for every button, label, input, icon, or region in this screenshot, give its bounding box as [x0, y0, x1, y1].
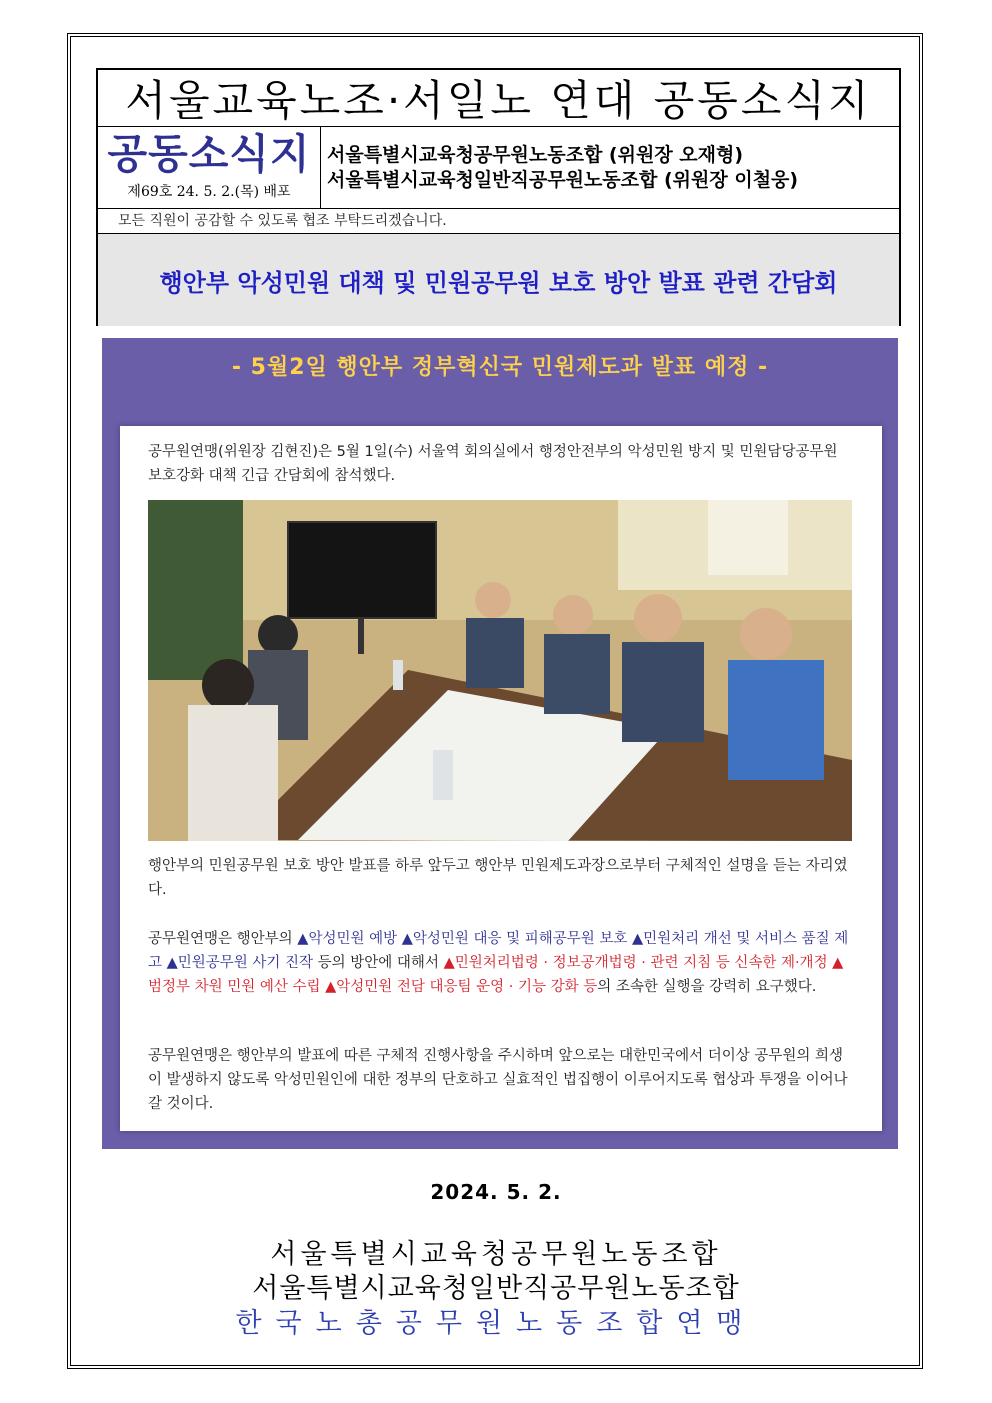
closing-paragraph: 공무원연맹은 행안부의 발표에 따른 구체적 진행사항을 주시하며 앞으로는 대한민국에서 더이상 공무원의 희생이 발생하지 않도록 악성민원인에 대한 정부의 단호하고 실효적인 법집행이 이루어지도록 협상과 투쟁을 이어나갈 것이다. [148, 1048, 848, 1112]
newsletter-title: 서울교육노조·서일노 연대 공동소식지 [98, 70, 899, 127]
issue-info: 제69호 24. 5. 2.(목) 배포 [127, 184, 291, 200]
demands-paragraph [148, 927, 854, 999]
badge-cell [98, 127, 321, 208]
demands-requests-red: ▲민원처리법령 · 정보공개법령 · 관련 지침 등 신속한 제·개정 ▲범정부 차원 민원 예산 수립 ▲악성민원 전담 대응팀 운영 · 기능 강화 등 [148, 955, 844, 995]
demands-text-1: 공무원연맹은 행안부의 [148, 931, 298, 947]
article-card [102, 338, 898, 1149]
signature-union-2: 서울특별시교육청일반직공무원노동조합 [252, 1273, 740, 1304]
demands-text-2: 등의 방안에 대해서 [313, 955, 444, 971]
demands-text-3: 의 조속한 실행을 강력히 요구했다. [597, 979, 817, 995]
publication-date: 2024. 5. 2. [430, 1180, 562, 1204]
union-name-2: 서울특별시교육청일반직공무원노동조합 (위원장 이철웅) [327, 168, 799, 191]
meeting-photo [148, 500, 852, 841]
context-paragraph: 행안부의 민원공무원 보호 방안 발표를 하루 앞두고 행안부 민원제도과장으로부터 구체적인 설명을 듣는 자리였다. [148, 858, 848, 898]
newsletter-header [96, 68, 901, 326]
signature-federation: 한국노총공무원노동조합연맹 [235, 1308, 757, 1339]
unions-cell [321, 127, 899, 208]
card-title: - 5월2일 행안부 정부혁신국 민원제도과 발표 예정 - [231, 355, 769, 380]
masthead-row [98, 127, 899, 209]
signature-union-1: 서울특별시교육청공무원노동조합 [270, 1239, 722, 1270]
article-body [120, 426, 882, 1131]
headline: 행안부 악성민원 대책 및 민원공무원 보호 방안 발표 관련 간담회 [98, 234, 899, 326]
meeting-photo-illustration [148, 500, 852, 841]
notice-line: 모든 직원이 공감할 수 있도록 협조 부탁드리겠습니다. [98, 209, 899, 234]
demands-plans-blue: ▲악성민원 예방 ▲악성민원 대응 및 피해공무원 보호 ▲민원처리 개선 및 서비스 품질 제고 ▲민원공무원 사기 진작 [148, 931, 849, 971]
union-name-1: 서울특별시교육청공무원노동조합 (위원장 오재형) [327, 143, 744, 166]
newsletter-badge: 공동소식지 [107, 130, 311, 178]
intro-paragraph: 공무원연맹(위원장 김현진)은 5월 1일(수) 서울역 회의실에서 행정안전부의 악성민원 방지 및 민원담당공무원 보호강화 대책 긴급 간담회에 참석했다. [148, 444, 838, 484]
